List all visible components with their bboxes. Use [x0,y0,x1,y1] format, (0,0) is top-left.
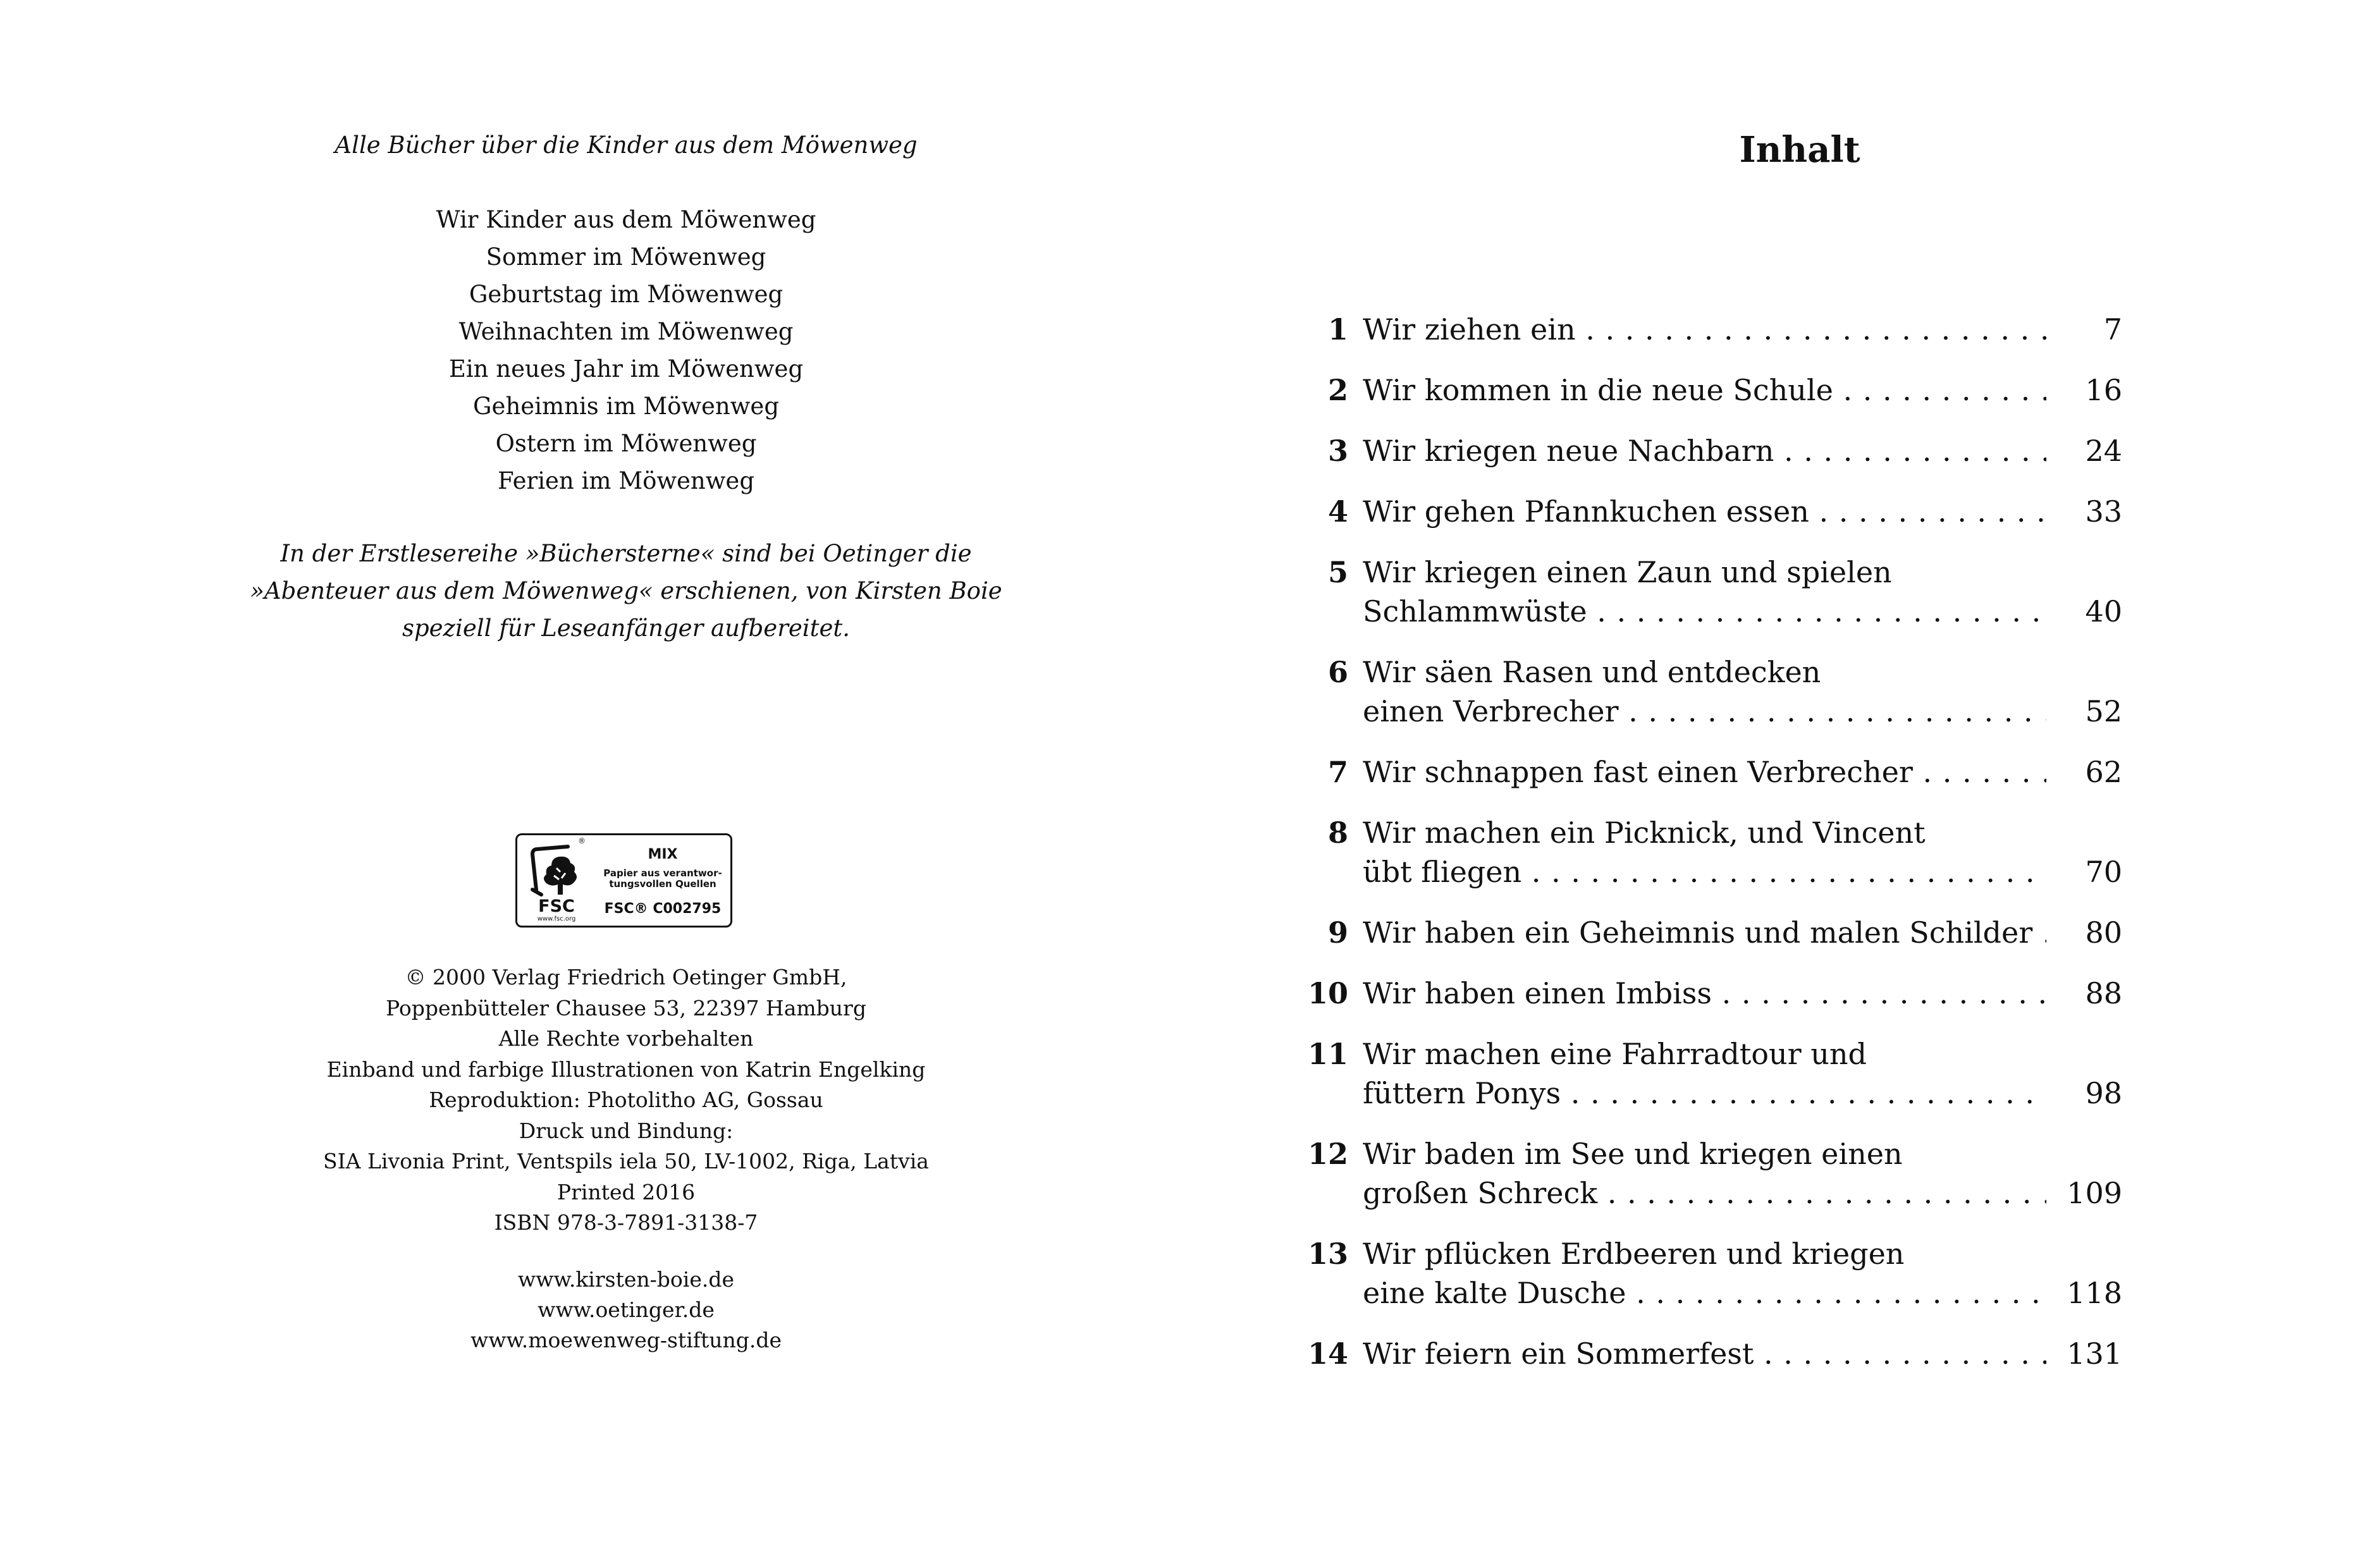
chapter-title-line: Wir schnappen fast einen Verbrecher . . . [1363,752,2046,792]
chapter-title [1363,813,2046,891]
chapter-title [1363,371,2046,410]
toc-entry [1288,652,2122,731]
imprint-line: Einband und farbige Illustrationen von Katrin Engelking [326,1057,926,1082]
fsc-paper-text [599,868,726,890]
chapter-title [1363,1034,2046,1113]
toc-entry [1288,371,2122,410]
chapter-number: 13 [1307,1237,1348,1271]
book-title: Geburtstag im Möwenweg [469,281,784,308]
chapter-title-line: füttern Ponys . . . [1363,1074,2046,1113]
imprint-line: ISBN 978-3-7891-3138-7 [494,1210,758,1235]
toc-entry [1288,431,2122,470]
fsc-paper-line: Papier aus verantwor- [603,867,722,879]
chapter-title [1363,1234,2046,1313]
page-number: 7 [2103,312,2122,346]
chapter-title-line: Wir baden im See und kriegen einen [1363,1137,1903,1171]
imprint-line: Reproduktion: Photolitho AG, Gossau [429,1087,823,1112]
chapter-title-line: Wir kriegen neue Nachbarn . . . [1363,431,2046,470]
chapter-title [1363,1334,2046,1373]
series-title: Alle Bücher über die Kinder aus dem Möwenweg [335,132,918,159]
imprint-line: Printed 2016 [556,1179,696,1204]
chapter-number: 10 [1307,976,1348,1010]
registered-mark: ® [578,836,586,845]
book-title: Ostern im Möwenweg [495,430,757,457]
toc-heading: Inhalt [1739,129,1860,171]
toc-entry [1288,752,2122,792]
page-number: 24 [2085,434,2122,468]
chapter-title [1363,553,2046,631]
chapter-number: 14 [1307,1337,1348,1371]
chapter-number: 4 [1327,494,1348,529]
chapter-title-line: Wir kriegen einen Zaun und spielen [1363,555,1892,589]
chapter-number: 8 [1327,816,1348,850]
toc-entry [1288,913,2122,952]
website-list [190,1265,1062,1356]
chapter-number: 7 [1327,755,1348,789]
right-page [1180,0,2360,1568]
page-number: 80 [2085,916,2122,950]
chapter-title [1363,1134,2046,1213]
chapter-number: 2 [1327,373,1348,407]
chapter-title [1363,974,2046,1013]
chapter-number: 11 [1307,1037,1348,1071]
imprint-line: Poppenbütteler Chausee 53, 22397 Hamburg [386,995,866,1020]
page-number: 40 [2085,594,2122,628]
toc-entry [1288,1134,2122,1213]
chapter-title-line: Wir feiern ein Sommerfest . . . [1363,1334,2046,1373]
page-number: 16 [2085,373,2122,407]
imprint-line: SIA Livonia Print, Ventspils iela 50, LV-1002, Riga, Latvia [323,1149,929,1173]
erstleser-line: In der Erstlesereihe »Büchersterne« sind bei Oetinger die [280,540,972,567]
book-list [190,201,1062,499]
chapter-title [1363,752,2046,792]
chapter-number: 6 [1327,655,1348,689]
page-number: 70 [2085,855,2122,889]
chapter-title [1363,652,2046,731]
fsc-mix-label: MIX [648,847,678,862]
page-number: 62 [2085,755,2122,789]
page-number: 33 [2085,494,2122,529]
book-title: Ein neues Jahr im Möwenweg [448,355,804,383]
chapter-number: 9 [1327,916,1348,950]
toc-entry [1288,1334,2122,1373]
chapter-title-line: Wir machen eine Fahrradtour und [1363,1037,1867,1071]
book-title: Sommer im Möwenweg [486,243,766,271]
chapter-number: 5 [1327,555,1348,589]
book-title: Weihnachten im Möwenweg [458,318,794,345]
toc-entry [1288,1034,2122,1113]
website-url: www.moewenweg-stiftung.de [470,1328,782,1352]
toc-entry [1288,974,2122,1013]
toc-entry [1288,492,2122,531]
fsc-logo [515,833,732,928]
fsc-paper-line: tungsvollen Quellen [609,878,716,890]
chapter-title-line: Wir pflücken Erdbeeren und kriegen [1363,1237,1905,1271]
toc-entry [1288,310,2122,349]
chapter-title-line: Wir kommen in die neue Schule . . . [1363,371,2046,410]
website-url: www.oetinger.de [538,1297,715,1322]
chapter-title [1363,492,2046,531]
chapter-title-line: Wir machen ein Picknick, und Vincent [1363,816,1926,850]
imprint-line: Alle Rechte vorbehalten [498,1026,754,1051]
website-url: www.kirsten-boie.de [518,1267,734,1292]
toc-entry [1288,813,2122,891]
chapter-title-line: Schlammwüste . . . [1363,592,2046,631]
book-title: Geheimnis im Möwenweg [473,393,779,420]
toc-entry [1288,1234,2122,1313]
chapter-title [1363,431,2046,470]
fsc-code: FSC® C002795 [604,901,722,917]
page-number: 131 [2067,1337,2122,1371]
page-number: 98 [2085,1076,2122,1110]
chapter-title-line: Wir haben ein Geheimnis und malen Schilder . . . [1363,913,2046,952]
chapter-number: 3 [1327,434,1348,468]
chapter-title-line: Wir ziehen ein . . . [1363,310,2046,349]
chapter-title [1363,310,2046,349]
page-number: 109 [2067,1176,2122,1210]
erstleser-note [190,535,1062,647]
chapter-title-line: übt fliegen . . . [1363,852,2046,891]
fsc-tree-icon [524,840,587,903]
chapter-title-line: eine kalte Dusche . . . [1363,1273,2046,1313]
imprint-line: Druck und Bindung: [519,1118,734,1143]
chapter-number: 1 [1327,312,1348,346]
book-title: Wir Kinder aus dem Möwenweg [436,206,816,233]
chapter-title [1363,913,2046,952]
page-number: 118 [2067,1276,2122,1310]
fsc-word: FSC [538,897,575,916]
book-title: Ferien im Möwenweg [497,467,755,494]
fsc-url: www.fsc.org [537,916,576,922]
imprint [190,962,1062,1239]
table-of-contents [1288,310,2122,1395]
chapter-title-line: einen Verbrecher . . . [1363,692,2046,731]
page-number: 52 [2085,694,2122,728]
chapter-title-line: Wir säen Rasen und entdecken [1363,655,1821,689]
chapter-title-line: Wir gehen Pfannkuchen essen . . . [1363,492,2046,531]
erstleser-line: »Abenteuer aus dem Möwenweg« erschienen, von Kirsten Boie [250,577,1002,604]
chapter-title-line: Wir haben einen Imbiss . . . [1363,974,2046,1013]
erstleser-line: speziell für Leseanfänger aufbereitet. [402,615,851,642]
toc-entry [1288,553,2122,631]
imprint-line: © 2000 Verlag Friedrich Oetinger GmbH, [405,965,847,989]
page-number: 88 [2085,976,2122,1010]
chapter-title-line: großen Schreck . . . [1363,1173,2046,1213]
chapter-number: 12 [1307,1137,1348,1171]
